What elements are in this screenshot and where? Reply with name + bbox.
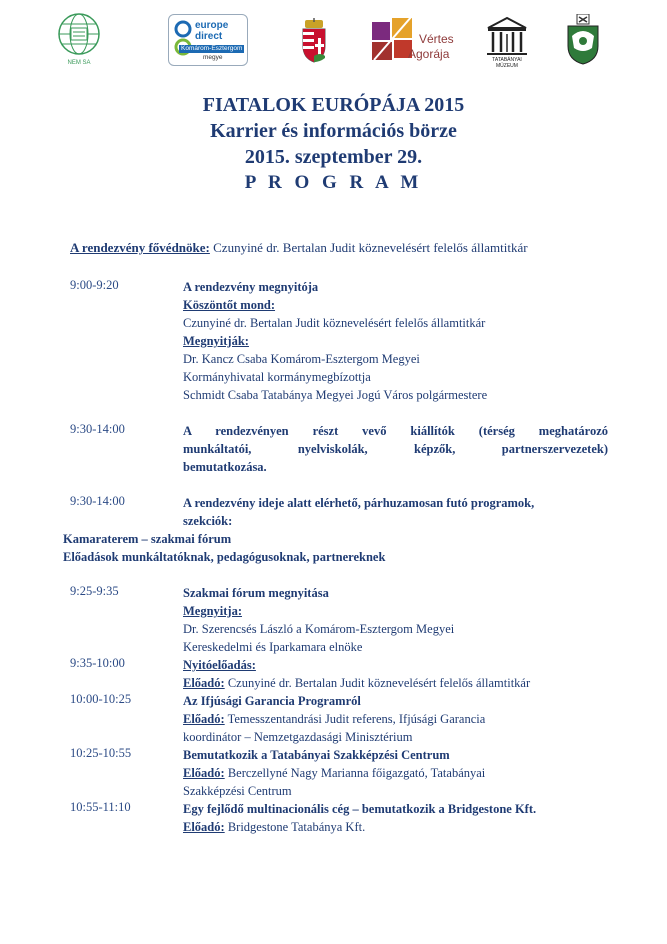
parallel-line4: Előadások munkáltatóknak, pedagógusoknak, partnereknek [63,550,386,564]
title-block [0,92,667,196]
forum-open-line2: Kereskedelmi és Iparkamara elnöke [183,640,363,654]
globe-logo [55,10,103,68]
youth-guarantee-speaker [183,710,485,728]
europe-direct-line4: megye [203,54,223,61]
forum-open-label: Megnyitja: [183,604,243,618]
patron-label: A rendezvény fővédnöke: [70,240,210,255]
keynote-title: Nyitóelőadás: [183,658,256,672]
keynote-speaker [183,674,530,692]
tatabanyai-muzeum-logo [484,16,530,70]
bridgestone-title: Egy fejlődő multinacionális cég – bemutatkozik a Bridgestone Kft. [183,802,537,816]
europe-direct-line3: Komárom-Esztergom [181,45,243,52]
parallel-line3: Kamaraterem – szakmai fórum [63,532,232,546]
youth-guarantee-title: Az Ifjúsági Garancia Programról [183,694,361,708]
event-subtitle: Karrier és információs börze [210,120,457,142]
vocational-centre-speaker [183,764,485,782]
europe-direct-logo [168,14,248,66]
open-line1: Dr. Kancz Csaba Komárom-Esztergom Megyei [183,352,420,366]
time-parallel: 9:30-14:00 [70,494,125,508]
tatabanya-shield-logo [566,14,600,66]
vertes-word: Vértes [419,32,454,46]
vocational-centre-speaker-line2: Szakképzési Centrum [183,784,292,798]
event-title: FIATALOK EURÓPÁJA 2015 [202,94,465,116]
exhibitors-line1: A rendezvényen részt vevő kiállítók (térség meghatározó [183,424,608,438]
time-forum-opening: 9:25-9:35 [70,584,119,598]
vocational-centre-speaker-text: Berczellyné Nagy Marianna főigazgató, Tatabányai [224,766,486,780]
europe-direct-line1: europe [195,20,229,31]
greet-text: Czunyiné dr. Bertalan Judit köznevelésért felelős államtitkár [183,316,486,330]
muzeum-line2: MÚZEUM [496,63,518,69]
bridgestone-speaker-text: Bridgestone Tatabánya Kft. [224,820,366,834]
forum-opening-title: Szakmai fórum megnyitása [183,586,329,600]
event-date: 2015. szeptember 29. [244,146,423,168]
time-vocational-centre: 10:25-10:55 [70,746,132,760]
globe-logo-caption: NEM SA [67,60,91,66]
patron-line [70,239,528,257]
keynote-speaker-label: Előadó: [183,676,225,690]
exhibitors-line2: munkáltatói, nyelviskolák, képzők, partnerszervezetek) [183,442,608,456]
bridgestone-speaker-label: Előadó: [183,820,225,834]
keynote-speaker-text: Czunyiné dr. Bertalan Judit köznevelésért felelős államtitkár [224,676,531,690]
time-keynote: 9:35-10:00 [70,656,125,670]
vocational-centre-title: Bemutatkozik a Tatabányai Szakképzési Centrum [183,748,450,762]
patron-text: Czunyiné dr. Bertalan Judit köznevelésért felelős államtitkár [209,240,528,255]
forum-open-line1: Dr. Szerencsés László a Komárom-Esztergom Megyei [183,622,455,636]
vocational-centre-speaker-label: Előadó: [183,766,225,780]
logo-bar [0,8,667,70]
muzeum-line1: TATABÁNYAI [492,57,522,63]
open-label: Megnyitják: [183,334,249,348]
opening-title: A rendezvény megnyitója [183,280,319,294]
youth-guarantee-speaker-label: Előadó: [183,712,225,726]
time-youth-guarantee: 10:00-10:25 [70,692,132,706]
parallel-line2: szekciók: [183,514,233,528]
europe-direct-line2: direct [195,31,223,42]
parallel-line1: A rendezvény ideje alatt elérhető, párhuzamosan futó programok, [183,496,535,510]
program-heading: P R O G R A M [244,172,423,193]
youth-guarantee-speaker-text: Temesszentandrási Judit referens, Ifjúsági Garancia [224,712,486,726]
agoraja-word: Agorája [408,47,450,61]
hungarian-coat-of-arms-logo [300,18,328,64]
open-line3: Schmidt Csaba Tatabánya Megyei Jogú Város polgármestere [183,388,488,402]
youth-guarantee-speaker-line2: koordinátor – Nemzetgazdasági Minisztérium [183,730,413,744]
exhibitors-line3: bemutatkozása. [183,460,267,474]
bridgestone-speaker [183,818,365,836]
open-line2: Kormányhivatal kormánymegbízottja [183,370,371,384]
time-exhibitors: 9:30-14:00 [70,422,125,436]
time-opening: 9:00-9:20 [70,278,119,292]
greet-label: Köszöntőt mond: [183,298,276,312]
vertes-agoraja-logo [372,16,482,66]
time-bridgestone: 10:55-11:10 [70,800,131,814]
